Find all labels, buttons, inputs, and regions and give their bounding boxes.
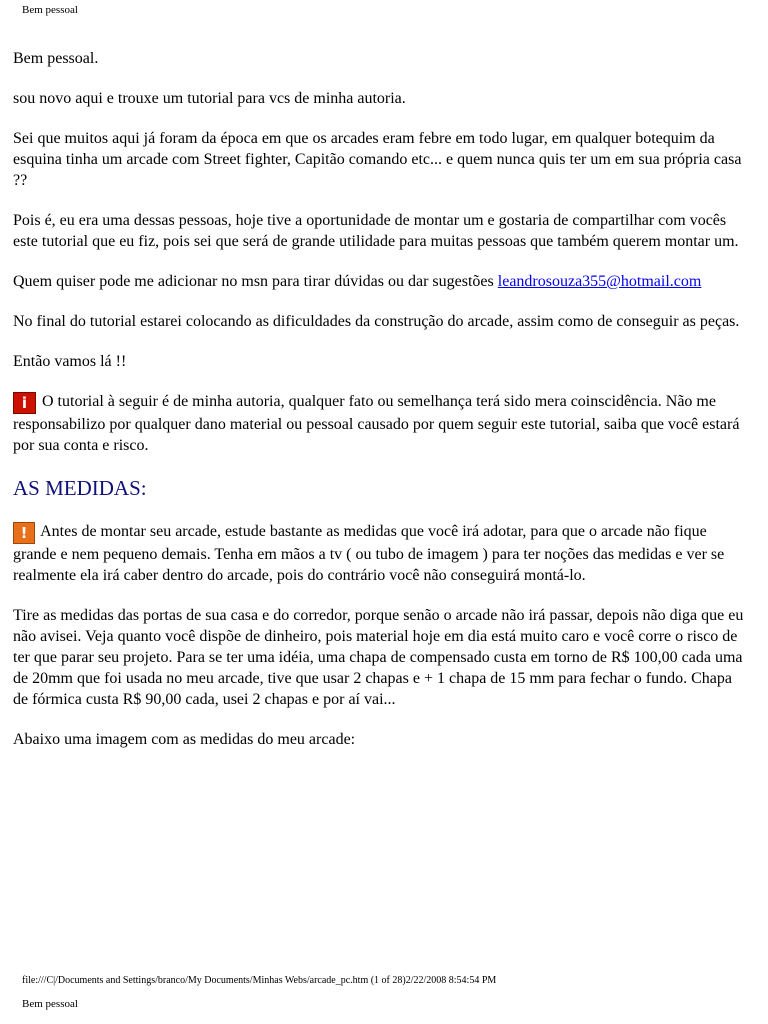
msn-paragraph [13,271,748,292]
print-header-title: Bem pessoal [22,4,78,16]
share-paragraph: Pois é, eu era uma dessas pessoas, hoje tive a oportunidade de montar um e gostaria de compartilhar com vocês este tutorial que eu fiz, pois sei que será de grande utilidade para muitas pessoas que também querem montar um. [13,212,739,250]
print-footer-next-header: Bem pessoal [22,998,78,1010]
intro-paragraph: sou novo aqui e trouxe um tutorial para vcs de minha autoria. [13,90,406,107]
doors-paragraph: Tire as medidas das portas de sua casa e do corredor, porque senão o arcade não irá passar, depois não diga que eu não avisei. Veja quanto você dispõe de dinheiro, pois material hoje em dia está muito caro e você corre o risco de ter que parar seu projeto. Para se ter uma idéia, uma chapa de compensado custa em torno de R$ 100,00 cada uma de 20mm que foi usada no meu arcade, tive que usar 2 chapas e + 1 chapa de 15 mm para fechar o fundo. Chapa de fórmica custa R$ 90,00 cada, usei 2 chapas e por aí vai... [13,607,744,708]
arcades-paragraph: Sei que muitos aqui já foram da época em que os arcades eram febre em todo lugar, em qualquer botequim da esquina tinha um arcade com Street fighter, Capitão comando etc... e quem nunca quis ter um em sua própria casa ?? [13,130,742,189]
msn-text: Quem quiser pode me adicionar no msn para tirar dúvidas ou dar sugestões [13,273,498,290]
email-link[interactable]: leandrosouza355@hotmail.com [497,273,702,290]
print-footer-path: file:///C|/Documents and Settings/branco/My Documents/Minhas Webs/arcade_pc.htm (1 of 28)2/22/2008 8:54:54 PM [22,975,497,986]
article-body [13,48,748,769]
section-heading-measures: AS MEDIDAS: [13,476,147,500]
measures-text: Antes de montar seu arcade, estude bastante as medidas que você irá adotar, para que o arcade não fique grande e nem pequeno demais. Tenha em mãos a tv ( ou tubo de imagem ) para ter noções das medidas e ver se realmente ela irá caber dentro do arcade, pois do contrário você não conseguirá montá-lo. [13,523,725,584]
final-paragraph: No final do tutorial estarei colocando as dificuldades da construção do arcade, assim como de conseguir as peças. [13,313,740,330]
disclaimer-text: O tutorial à seguir é de minha autoria, qualquer fato ou semelhança terá sido mera coinscidência. Não me responsabilizo por qualquer dano material ou pessoal causado por quem seguir este tutorial, saiba que você estará por sua conta e risco. [13,393,740,454]
info-icon: i [13,392,36,414]
measures-paragraph [13,521,748,586]
image-caption: Abaixo uma imagem com as medidas do meu arcade: [13,731,356,748]
lets-go-paragraph: Então vamos lá !! [13,353,127,370]
disclaimer-paragraph [13,391,748,456]
warning-icon: ! [13,522,35,544]
greeting: Bem pessoal. [13,50,99,67]
